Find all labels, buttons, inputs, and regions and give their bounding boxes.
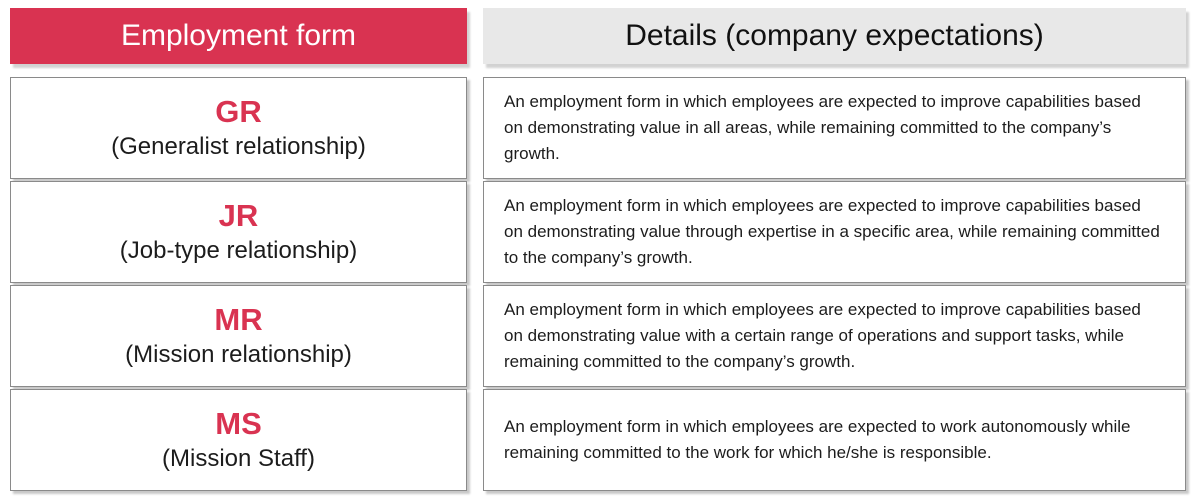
column-header-employment-form: Employment form xyxy=(10,8,467,64)
employment-form-cell xyxy=(10,389,467,491)
column-header-details: Details (company expectations) xyxy=(483,8,1186,64)
detail-text: An employment form in which employees are expected to improve capabilities based on demonstrating value through expertise in a specific area, while remaining committed to the company’s growth. xyxy=(504,196,1160,267)
employment-code: JR xyxy=(218,198,259,234)
employment-name: (Job-type relationship) xyxy=(119,236,358,264)
detail-cell xyxy=(483,181,1186,283)
detail-text: An employment form in which employees are expected to work autonomously while remaining committed to the work for which he/she is responsible. xyxy=(504,417,1131,462)
employment-code: GR xyxy=(215,94,262,130)
detail-text: An employment form in which employees are expected to improve capabilities based on demonstrating value in all areas, while remaining committed to the company’s growth. xyxy=(504,92,1141,163)
employment-form-cell xyxy=(10,181,467,283)
detail-text: An employment form in which employees are expected to improve capabilities based on demonstrating value with a certain range of operations and support tasks, while remaining committed to the company’s growth. xyxy=(504,300,1141,371)
detail-cell xyxy=(483,77,1186,179)
employment-code: MR xyxy=(214,302,263,338)
employment-form-cell xyxy=(10,77,467,179)
employment-name: (Mission Staff) xyxy=(162,444,315,472)
employment-form-column xyxy=(10,8,467,500)
employment-form-cell xyxy=(10,285,467,387)
employment-code: MS xyxy=(215,406,262,442)
details-column xyxy=(483,8,1186,500)
employment-name: (Mission relationship) xyxy=(125,340,352,368)
detail-cell xyxy=(483,285,1186,387)
employment-name: (Generalist relationship) xyxy=(111,132,366,160)
detail-cell xyxy=(483,389,1186,491)
